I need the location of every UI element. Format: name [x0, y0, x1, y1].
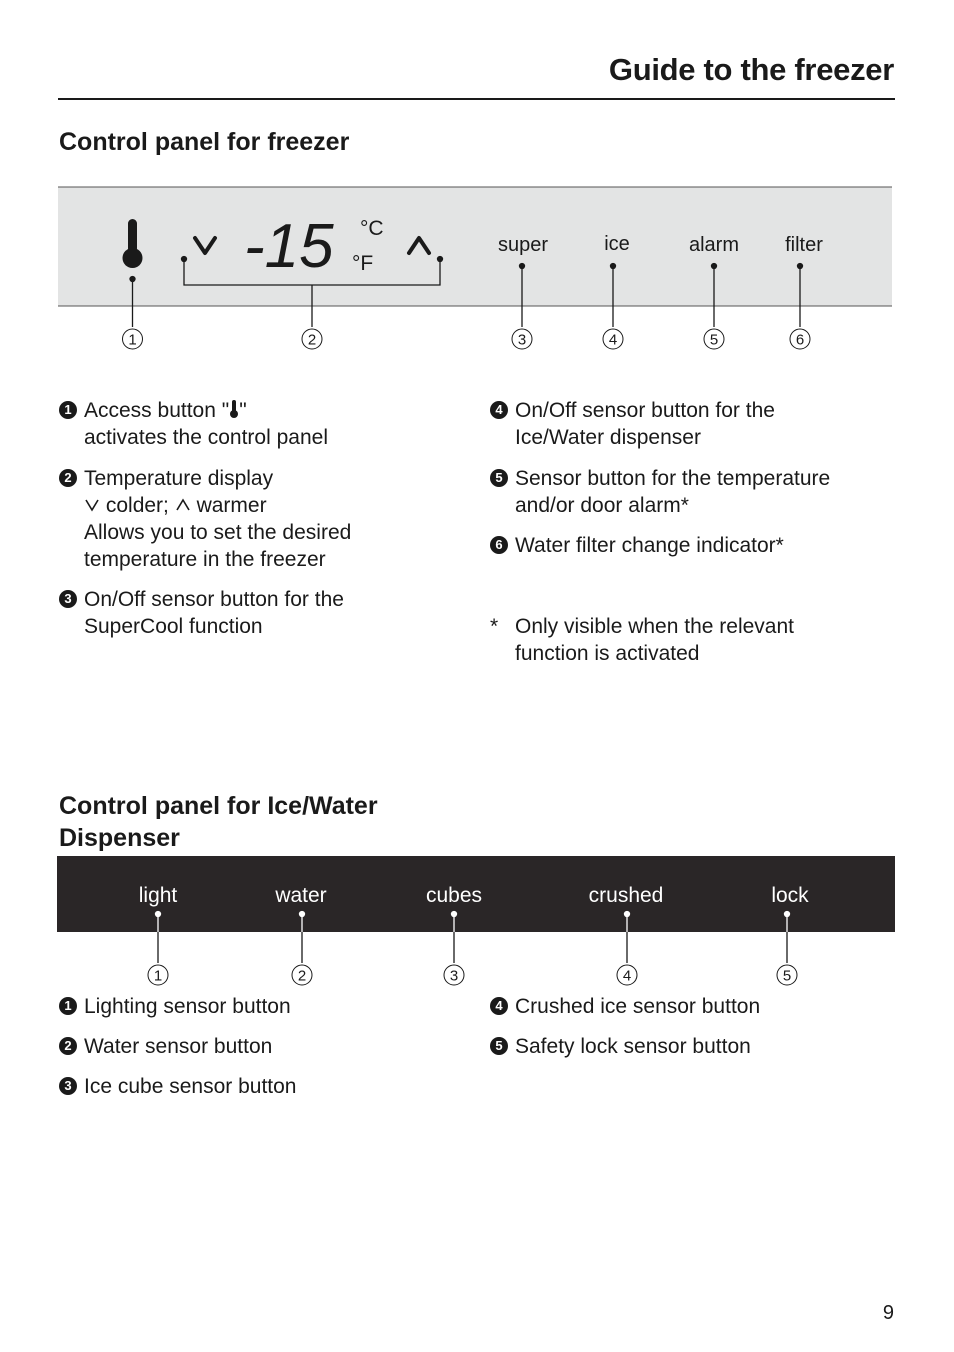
legend-5-line-2: and/or door alarm* [515, 494, 689, 517]
dispenser-title-line-1: Control panel for Ice/Water [59, 792, 378, 820]
lock-button[interactable]: lock [771, 884, 809, 907]
alarm-button[interactable]: alarm [688, 234, 740, 256]
dispenser-text-4: Crushed ice sensor button [515, 995, 761, 1018]
legend-number-5: 5 [490, 469, 508, 487]
dispenser-number-4: 4 [490, 997, 508, 1015]
dispenser-text-1: Lighting sensor button [84, 995, 291, 1018]
legend-2-line-4: temperature in the freezer [84, 548, 326, 571]
cubes-button[interactable]: cubes [425, 884, 483, 907]
dispenser-callout-2: 2 [297, 967, 307, 985]
footnote-line-2: function is activated [515, 642, 700, 665]
legend-6-line-1: Water filter change indicator* [515, 534, 784, 557]
dispenser-callout-4: 4 [622, 967, 632, 985]
legend-2-line-3: Allows you to set the desired [84, 521, 352, 544]
callout-2: 2 [307, 331, 317, 349]
freezer-section-title: Control panel for freezer [59, 128, 350, 156]
dispenser-callout-1: 1 [153, 967, 163, 985]
callout-5: 5 [709, 331, 719, 349]
legend-4-line-2: Ice/Water dispenser [515, 426, 701, 449]
dispenser-title-line-2: Dispenser [59, 824, 180, 852]
dispenser-text-2: Water sensor button [84, 1035, 273, 1058]
dispenser-item-4 [490, 993, 760, 1020]
callout-4: 4 [608, 331, 618, 349]
legend-4-line-1: On/Off sensor button for the [515, 399, 775, 422]
dispenser-item-5 [490, 1033, 751, 1060]
ice-button[interactable]: ice [604, 233, 630, 255]
legend-3-line-2: SuperCool function [84, 615, 263, 638]
dispenser-item-1 [59, 993, 291, 1020]
crushed-button[interactable]: crushed [588, 884, 664, 907]
legend-number-2: 2 [59, 469, 77, 487]
legend-2-warmer: warmer [196, 494, 267, 517]
unit-fahrenheit: °F [352, 252, 374, 275]
legend-1-line-1b: " [239, 399, 247, 422]
legend-1-line-2: activates the control panel [84, 426, 328, 449]
water-button[interactable]: water [275, 884, 327, 907]
legend-3-line-1: On/Off sensor button for the [84, 588, 344, 611]
legend-number-3: 3 [59, 590, 77, 608]
dispenser-text-5: Safety lock sensor button [515, 1035, 751, 1058]
dispenser-item-3 [59, 1073, 296, 1100]
legend-number-4: 4 [490, 401, 508, 419]
light-button[interactable]: light [138, 884, 178, 907]
legend-1-line-1: Access button " [84, 399, 230, 422]
callout-3: 3 [517, 331, 527, 349]
page-title: Guide to the freezer [608, 52, 894, 87]
dispenser-number-5: 5 [490, 1037, 508, 1055]
page-number: 9 [882, 1302, 894, 1324]
dispenser-number-1: 1 [59, 997, 77, 1015]
callout-6: 6 [795, 331, 805, 349]
legend-number-1: 1 [59, 401, 77, 419]
legend-number-6: 6 [490, 536, 508, 554]
legend-5-line-1: Sensor button for the temperature [515, 467, 831, 490]
footnote-line-1: Only visible when the relevant [515, 615, 794, 638]
dispenser-callout-5: 5 [782, 967, 792, 985]
footnote-mark: * [490, 615, 499, 638]
unit-celsius: °C [360, 217, 384, 240]
legend-2-colder: colder; [105, 494, 169, 517]
temperature-readout: -15 [244, 212, 334, 281]
filter-button[interactable]: filter [785, 234, 823, 256]
dispenser-leader-lines [158, 932, 787, 963]
dispenser-number-3: 3 [59, 1077, 77, 1095]
legend-2-line-1: Temperature display [84, 467, 274, 490]
super-button[interactable]: super [497, 234, 549, 256]
dispenser-number-2: 2 [59, 1037, 77, 1055]
dispenser-text-3: Ice cube sensor button [84, 1075, 297, 1098]
callout-1: 1 [128, 331, 137, 349]
dispenser-callout-3: 3 [449, 967, 459, 985]
dispenser-item-2 [59, 1033, 272, 1060]
